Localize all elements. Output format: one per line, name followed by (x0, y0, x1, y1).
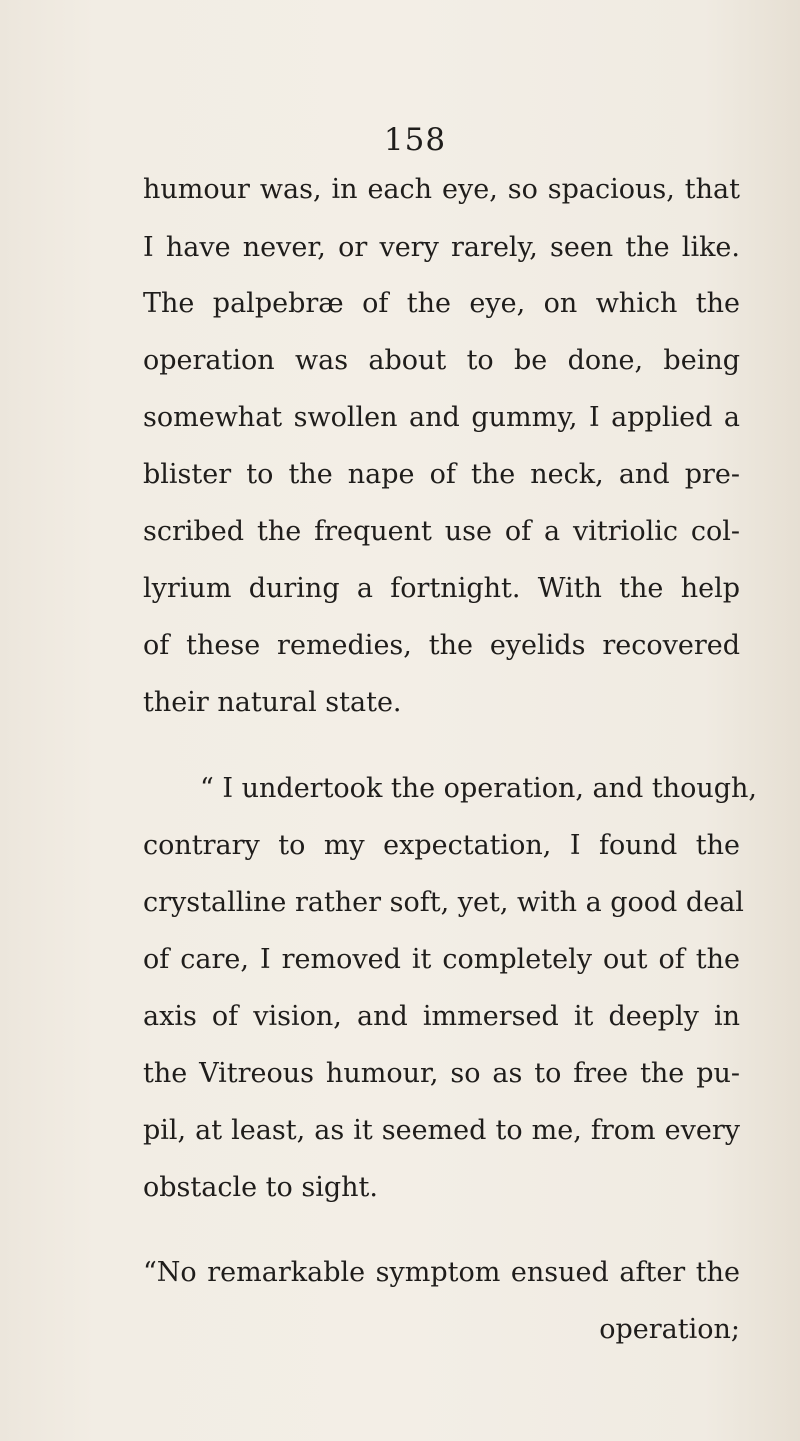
text-line: I have never, or very rarely, seen the like. (143, 232, 740, 263)
text-line: lyrium during a fortnight. With the help (143, 573, 740, 604)
text-line: axis of vision, and immersed it deeply in (143, 1001, 740, 1032)
text-line: crystalline rather soft, yet, with a good deal (143, 887, 744, 918)
text-line: of care, I removed it completely out of the (143, 944, 740, 975)
text-line: blister to the nape of the neck, and pre- (143, 459, 740, 490)
text-line: the Vitreous humour, so as to free the pu- (143, 1058, 740, 1089)
text-line: “No remarkable symptom ensued after the (143, 1257, 740, 1288)
text-line: scribed the frequent use of a vitriolic col- (143, 516, 740, 547)
text-line: pil, at least, as it seemed to me, from every (143, 1115, 740, 1146)
text-line: their natural state. (143, 687, 402, 718)
text-line: operation; (599, 1314, 740, 1345)
text-line: “ I undertook the operation, and though, (200, 773, 757, 804)
text-line: contrary to my expectation, I found the (143, 830, 740, 861)
text-line: obstacle to sight. (143, 1172, 378, 1203)
text-line: humour was, in each eye, so spacious, that (143, 174, 740, 205)
text-line: of these remedies, the eyelids recovered (143, 630, 740, 661)
text-line: operation was about to be done, being (143, 345, 740, 376)
page-number: 158 (383, 122, 447, 158)
text-line: somewhat swollen and gummy, I applied a (143, 402, 740, 433)
text-line: The palpebræ of the eye, on which the (143, 288, 740, 319)
